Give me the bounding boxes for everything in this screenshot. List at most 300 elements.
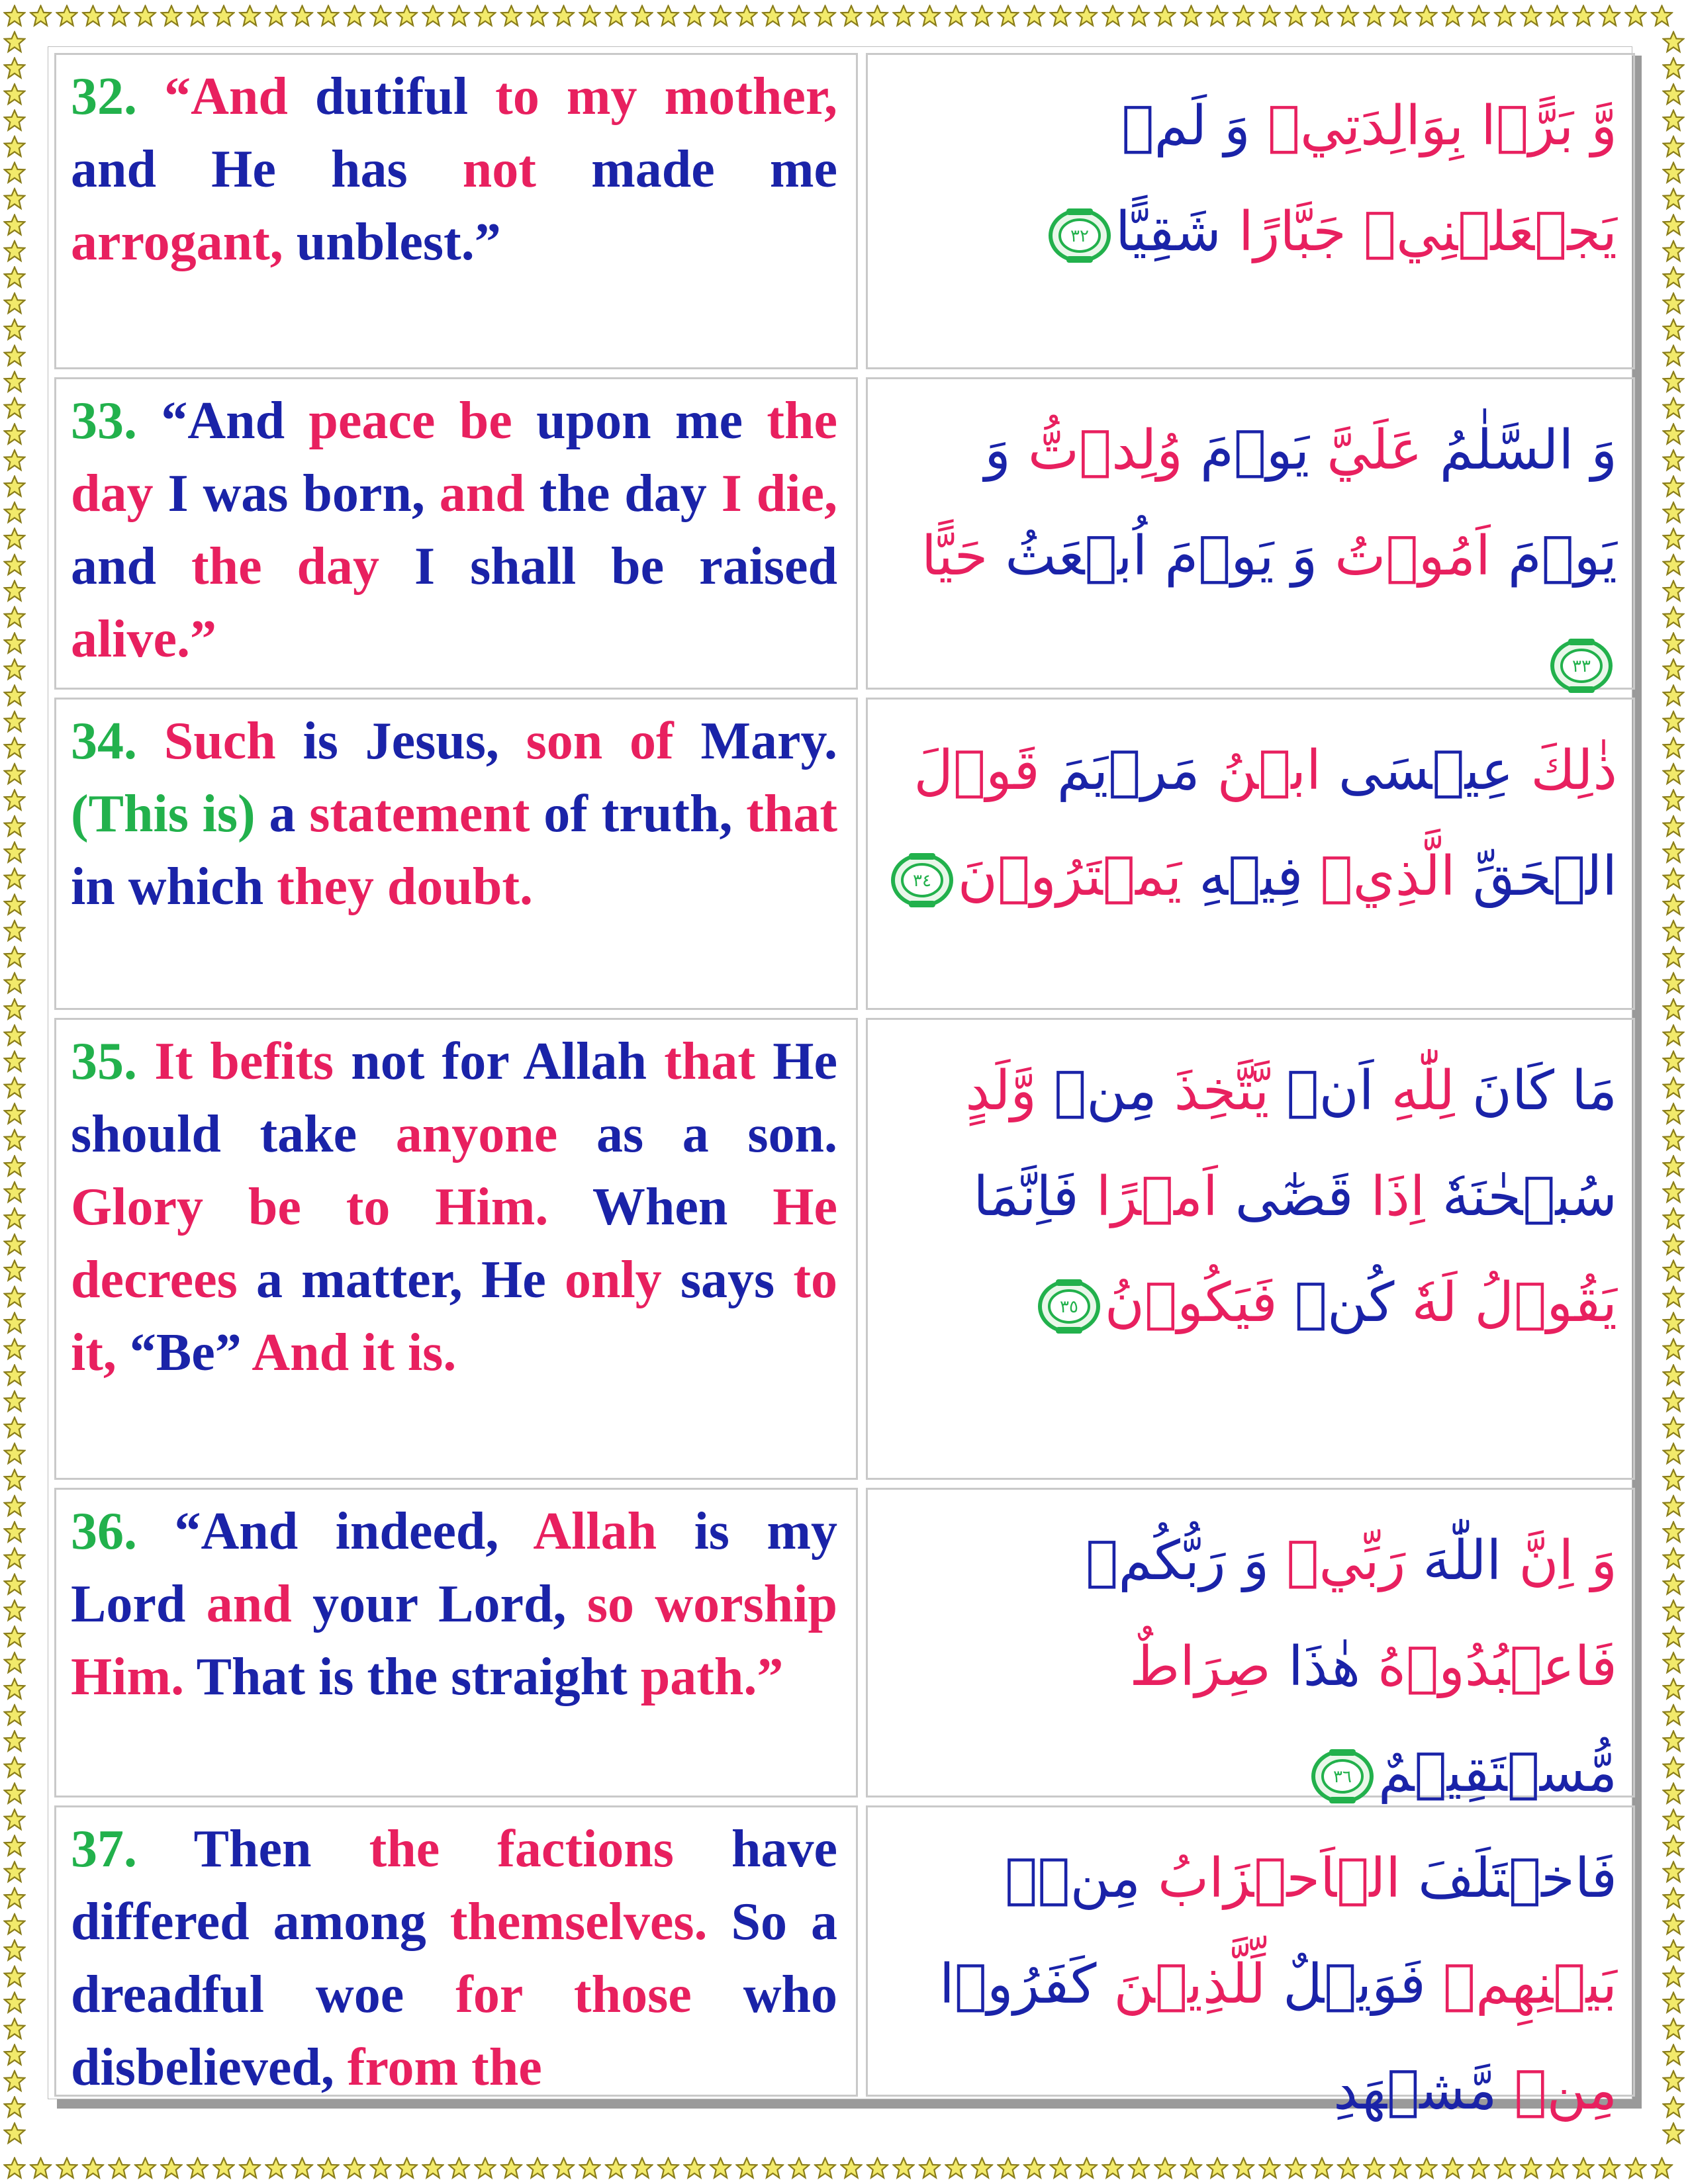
border-star-icon (1664, 1391, 1684, 1411)
border-star-icon (1521, 6, 1542, 26)
border-star-icon (1664, 1653, 1684, 1672)
border-star-icon (5, 581, 25, 601)
english-phrase: made me (591, 140, 837, 199)
border-star-icon (5, 241, 25, 261)
border-star-icon (5, 1757, 25, 1777)
arabic-text (866, 698, 1635, 1010)
border-star-icon (1664, 1731, 1684, 1751)
english-phrase: have differed among (71, 1820, 838, 1951)
border-star-icon (187, 6, 208, 26)
arabic-phrase: مَا كَانَ (1454, 1060, 1617, 1122)
border-star-icon (1664, 633, 1684, 653)
border-star-icon (1652, 6, 1672, 26)
border-star-icon (1051, 6, 1071, 26)
ayah-end-marker-icon (1311, 1748, 1374, 1805)
border-star-icon (5, 1836, 25, 1856)
border-star-icon (5, 6, 25, 26)
border-star-icon (553, 2158, 574, 2178)
english-phrase: upon me (536, 392, 767, 450)
border-star-icon (5, 1522, 25, 1542)
border-star-icon (1599, 6, 1620, 26)
border-star-icon (292, 6, 312, 26)
english-phrase: (This is) (71, 785, 269, 843)
border-star-icon (5, 32, 25, 52)
border-star-icon (5, 1234, 25, 1254)
arabic-text (866, 1805, 1635, 2122)
border-star-icon (344, 6, 365, 26)
border-star-icon (1664, 345, 1684, 365)
border-star-icon (1664, 1914, 1684, 1934)
border-star-icon (972, 6, 992, 26)
border-star-icon (1469, 6, 1489, 26)
border-star-icon (763, 2158, 783, 2178)
english-phrase: the day (539, 465, 722, 523)
arabic-phrase: وَ لَمۡ (1121, 95, 1250, 158)
border-star-icon (5, 84, 25, 104)
english-phrase: path.” (640, 1648, 784, 1706)
border-star-icon (344, 2158, 365, 2178)
border-star-icon (318, 6, 339, 26)
border-star-icon (5, 686, 25, 705)
arabic-phrase: يَّتَّخِذَ (1156, 1060, 1270, 1122)
border-star-icon (1664, 1966, 1684, 1986)
border-star-icon (5, 1261, 25, 1281)
arabic-phrase: رَبِّيۡ (1269, 1529, 1406, 1592)
verse-number: 32. (71, 68, 165, 126)
border-star-icon (1390, 2158, 1411, 2178)
verse-number: 35. (71, 1032, 155, 1091)
ayah-end-marker-icon (1550, 637, 1613, 694)
border-star-icon (867, 2158, 888, 2178)
english-phrase: so worship Him. (71, 1575, 838, 1706)
border-star-icon (1664, 241, 1684, 261)
english-translation (54, 1488, 858, 1797)
english-phrase: is Jesus, (303, 712, 526, 770)
border-star-icon (5, 2097, 25, 2117)
border-star-icon (1664, 1940, 1684, 1960)
arabic-phrase: مِنۡ (1037, 1060, 1157, 1122)
border-star-icon (371, 6, 391, 26)
english-phrase: to it, (71, 1251, 838, 1382)
border-star-icon (449, 6, 469, 26)
english-phrase: That is the straight (196, 1648, 641, 1706)
english-phrase: who disbelieved, (71, 1966, 837, 2097)
english-phrase: peace be (308, 392, 537, 450)
border-star-icon (109, 6, 130, 26)
border-star-icon (1664, 764, 1684, 784)
border-star-icon (1664, 320, 1684, 340)
border-star-icon (1390, 6, 1411, 26)
border-star-icon (1664, 659, 1684, 679)
border-star-icon (5, 1940, 25, 1960)
border-star-icon (1286, 6, 1306, 26)
english-phrase: statement (309, 785, 544, 843)
border-star-icon (1664, 1104, 1684, 1124)
arabic-phrase: فِيۡهِ (1182, 845, 1303, 908)
arabic-phrase: بَيۡنِهِمۡ (1425, 1953, 1617, 2016)
english-phrase: He decrees (71, 1178, 838, 1309)
border-star-icon (5, 633, 25, 653)
border-star-icon (5, 868, 25, 888)
border-star-icon (5, 163, 25, 183)
arabic-phrase: لِلّٰهِ (1374, 1060, 1455, 1122)
arabic-phrase: مَرۡيَمَ (1039, 739, 1200, 802)
border-star-icon (1664, 1705, 1684, 1725)
border-star-icon (135, 6, 156, 26)
arabic-phrase: فَاعۡبُدُوۡهُ (1360, 1635, 1617, 1698)
border-star-icon (83, 6, 103, 26)
border-star-icon (501, 6, 522, 26)
border-star-icon (972, 2158, 992, 2178)
border-star-icon (5, 267, 25, 287)
border-star-icon (528, 6, 548, 26)
border-star-icon (5, 790, 25, 810)
border-star-icon (1599, 2158, 1620, 2178)
border-star-icon (5, 555, 25, 574)
border-star-icon (1664, 2019, 1684, 2038)
border-star-icon (1664, 1836, 1684, 1856)
border-star-icon (5, 1914, 25, 1934)
border-star-icon (1207, 2158, 1228, 2178)
border-star-icon (737, 2158, 757, 2178)
border-star-icon (30, 2158, 51, 2178)
border-star-icon (1664, 372, 1684, 392)
border-star-icon (5, 1731, 25, 1751)
border-star-icon (737, 6, 757, 26)
arabic-text (866, 1488, 1635, 1804)
border-star-icon (632, 6, 653, 26)
border-star-icon (528, 2158, 548, 2178)
border-star-icon (789, 6, 810, 26)
arabic-phrase: اِذَا (1353, 1165, 1425, 1228)
english-phrase: dutiful (314, 68, 496, 126)
border-star-icon (5, 1966, 25, 1986)
border-star-icon (5, 320, 25, 340)
border-star-icon (5, 1130, 25, 1150)
border-star-icon (30, 6, 51, 26)
arabic-phrase: كُنۡ (1277, 1271, 1395, 1334)
english-phrase: Allah (533, 1502, 694, 1561)
border-star-icon (5, 1182, 25, 1202)
border-star-icon (1664, 1600, 1684, 1620)
border-star-icon (1664, 2071, 1684, 2091)
arabic-phrase: وَ السَّلٰمُ (1422, 419, 1617, 482)
border-star-icon (57, 6, 77, 26)
english-phrase: is my Lord (71, 1502, 838, 1633)
border-star-icon (1664, 1522, 1684, 1542)
border-star-icon (1664, 842, 1684, 862)
english-phrase: the day (191, 537, 415, 596)
border-star-icon (1260, 2158, 1280, 2178)
border-star-icon (1664, 1365, 1684, 1385)
border-star-icon (5, 1496, 25, 1516)
border-star-icon (841, 2158, 862, 2178)
border-star-icon (1664, 58, 1684, 78)
arabic-phrase: الۡحَقِّ (1455, 845, 1617, 908)
border-star-icon (1664, 1470, 1684, 1490)
border-star-icon (5, 345, 25, 365)
border-star-icon (1664, 1130, 1684, 1150)
border-star-icon (919, 2158, 940, 2178)
border-star-icon (5, 58, 25, 78)
arabic-phrase: اَمُوۡتُ (1317, 525, 1491, 588)
border-star-icon (5, 1548, 25, 1568)
border-star-icon (5, 1208, 25, 1228)
border-star-icon (5, 1156, 25, 1176)
border-star-icon (1664, 502, 1684, 522)
border-star-icon (815, 6, 835, 26)
border-star-icon (1469, 2158, 1489, 2178)
english-phrase: “And (161, 392, 309, 450)
arabic-phrase: مَّشۡهَدِ (1333, 2059, 1497, 2122)
verse-table (54, 53, 1635, 2122)
arabic-phrase: يَمۡتَرُوۡنَ (957, 845, 1182, 908)
border-star-icon (1664, 477, 1684, 496)
border-star-icon (214, 2158, 234, 2178)
border-star-icon (946, 2158, 966, 2178)
border-star-icon (1664, 1234, 1684, 1254)
border-star-icon (1626, 2158, 1646, 2178)
border-star-icon (5, 450, 25, 470)
border-star-icon (1664, 1993, 1684, 2013)
border-star-icon (1664, 1287, 1684, 1306)
border-star-icon (5, 607, 25, 627)
border-star-icon (5, 1052, 25, 1071)
arabic-phrase: صِرَاطٌ (1129, 1635, 1271, 1698)
arabic-phrase: شَقِيًّا (1115, 201, 1221, 263)
arabic-phrase: عَلَيَّ (1309, 419, 1423, 482)
border-star-icon (1364, 2158, 1385, 2178)
border-star-icon (1664, 1496, 1684, 1516)
border-star-icon (1181, 2158, 1201, 2178)
border-star-icon (1233, 2158, 1254, 2178)
english-phrase: to (495, 68, 567, 126)
border-star-icon (1664, 555, 1684, 574)
border-star-icon (1652, 2158, 1672, 2178)
english-phrase: Such (164, 712, 303, 770)
ayah-number: ٣٥ (1059, 1297, 1078, 1317)
border-star-icon (5, 1077, 25, 1097)
border-star-icon (1664, 738, 1684, 758)
arabic-phrase: قَوۡلَ (914, 739, 1040, 802)
english-phrase: themselves. (449, 1893, 731, 1951)
arabic-phrase: لَهٗ (1394, 1271, 1458, 1334)
border-star-icon (1024, 2158, 1045, 2178)
border-star-icon (1664, 267, 1684, 287)
english-phrase: Glory be to Him. (71, 1178, 592, 1236)
arabic-phrase: قَضٰٓى (1217, 1165, 1354, 1228)
english-phrase: and (439, 465, 539, 523)
border-star-icon (1442, 2158, 1463, 2178)
border-star-icon (1664, 398, 1684, 418)
arabic-phrase: وُلِدۡتُّ (1010, 419, 1183, 482)
border-star-icon (710, 6, 731, 26)
border-star-icon (5, 973, 25, 993)
border-star-icon (1664, 1052, 1684, 1071)
verse-row (54, 53, 1635, 369)
border-star-icon (135, 2158, 156, 2178)
border-star-icon (1664, 1888, 1684, 1908)
arabic-phrase: ابۡنُ (1199, 739, 1321, 802)
border-star-icon (240, 6, 260, 26)
border-star-icon (1664, 581, 1684, 601)
english-phrase: son of (526, 712, 701, 770)
english-phrase: the day (71, 392, 838, 523)
border-star-icon (5, 502, 25, 522)
verse-row (54, 1805, 1635, 2122)
arabic-phrase: مِنۡۢ (1005, 1847, 1141, 1910)
border-star-icon (5, 1705, 25, 1725)
border-star-icon (1664, 529, 1684, 549)
border-star-icon (5, 1627, 25, 1647)
border-star-icon (580, 6, 600, 26)
arabic-phrase: اُبۡعَثُ (988, 525, 1148, 588)
verse-number: 33. (71, 392, 162, 450)
border-star-icon (1155, 6, 1176, 26)
border-star-icon (1664, 1339, 1684, 1359)
border-star-icon (1547, 2158, 1568, 2178)
border-star-icon (423, 2158, 444, 2178)
verse-row (54, 1018, 1635, 1480)
border-star-icon (998, 6, 1019, 26)
border-star-icon (1076, 2158, 1097, 2178)
border-star-icon (501, 2158, 522, 2178)
border-star-icon (5, 999, 25, 1019)
english-phrase: only (564, 1251, 680, 1309)
english-phrase: “And (164, 68, 315, 126)
border-star-icon (1664, 999, 1684, 1019)
arabic-phrase: الۡاَحۡزَابُ (1140, 1847, 1401, 1910)
border-star-icon (5, 111, 25, 130)
border-star-icon (5, 136, 25, 156)
english-phrase: they doubt. (277, 858, 533, 916)
verse-number: 36. (71, 1502, 175, 1561)
english-phrase: my (566, 68, 665, 126)
border-star-icon (397, 6, 417, 26)
english-phrase: and (71, 537, 191, 596)
border-star-icon (1664, 816, 1684, 836)
english-phrase: of truth, (543, 785, 747, 843)
english-phrase: a (269, 785, 310, 843)
border-star-icon (580, 2158, 600, 2178)
border-star-icon (1312, 6, 1333, 26)
border-star-icon (1664, 424, 1684, 444)
border-star-icon (475, 2158, 496, 2178)
ayah-end-marker-icon (1037, 1278, 1101, 1335)
english-phrase: Mary. (700, 712, 838, 770)
english-translation (54, 53, 858, 369)
english-phrase: your Lord, (312, 1575, 587, 1633)
border-star-icon (1076, 6, 1097, 26)
border-star-icon (1626, 6, 1646, 26)
border-star-icon (5, 2071, 25, 2091)
border-star-icon (894, 6, 914, 26)
english-phrase: a matter, He (256, 1251, 565, 1309)
arabic-phrase: ذٰلِكَ (1513, 739, 1617, 802)
english-phrase: So a dreadful woe (71, 1893, 837, 2024)
english-phrase: and He has (71, 140, 463, 199)
border-star-icon (1547, 6, 1568, 26)
border-star-icon (1664, 1025, 1684, 1045)
border-star-icon (1417, 6, 1437, 26)
arabic-phrase: لِّلَّذِيۡنَ (1096, 1953, 1266, 2016)
border-star-icon (5, 1365, 25, 1385)
border-star-icon (240, 2158, 260, 2178)
border-star-icon (5, 1993, 25, 2013)
arabic-phrase: كَفَرُوۡا (939, 1953, 1097, 2016)
arabic-text (866, 377, 1635, 690)
border-star-icon (1664, 450, 1684, 470)
border-star-icon (1260, 6, 1280, 26)
border-star-icon (1664, 1574, 1684, 1594)
verse-number: 37. (71, 1820, 194, 1878)
border-star-icon (5, 2158, 25, 2178)
border-star-icon (763, 6, 783, 26)
english-phrase: alive.” (71, 610, 216, 668)
border-star-icon (5, 1339, 25, 1359)
border-star-icon (998, 2158, 1019, 2178)
border-star-icon (919, 6, 940, 26)
border-star-icon (553, 6, 574, 26)
english-phrase: that (664, 1032, 773, 1091)
english-phrase: for those (455, 1966, 743, 2024)
border-star-icon (5, 659, 25, 679)
border-star-icon (1664, 947, 1684, 967)
ayah-number: ٣٢ (1070, 226, 1089, 246)
border-star-icon (1664, 1208, 1684, 1228)
ayah-number: ٣٦ (1333, 1766, 1352, 1787)
border-star-icon (1338, 2158, 1358, 2178)
english-phrase: in which (71, 858, 277, 916)
border-star-icon (1664, 1261, 1684, 1281)
border-star-icon (5, 711, 25, 731)
english-phrase: Then (193, 1820, 369, 1878)
english-phrase: anyone (395, 1105, 596, 1163)
border-star-icon (841, 6, 862, 26)
border-star-icon (946, 6, 966, 26)
border-star-icon (5, 1862, 25, 1882)
border-star-icon (1664, 711, 1684, 731)
border-star-icon (1181, 6, 1201, 26)
english-phrase: And it is. (252, 1324, 457, 1382)
ayah-end-marker-icon (890, 852, 954, 909)
border-star-icon (292, 2158, 312, 2178)
border-star-icon (1664, 1077, 1684, 1097)
border-star-icon (1103, 6, 1123, 26)
english-phrase: “Be” (129, 1324, 252, 1382)
border-star-icon (1417, 2158, 1437, 2178)
arabic-phrase: يَوۡمَ (1182, 419, 1310, 482)
border-star-icon (5, 764, 25, 784)
border-star-icon (1664, 32, 1684, 52)
arabic-phrase: اَمۡرًا (1078, 1165, 1218, 1228)
arabic-phrase: فَاِنَّمَا (973, 1165, 1079, 1228)
border-star-icon (371, 2158, 391, 2178)
english-phrase: from the (347, 2038, 542, 2097)
ayah-end-marker-icon (1048, 207, 1111, 264)
english-phrase: He should take (71, 1032, 838, 1163)
english-phrase: I was born, (167, 465, 440, 523)
border-star-icon (1664, 1862, 1684, 1882)
english-phrase: and (206, 1575, 313, 1633)
border-star-icon (1664, 163, 1684, 183)
english-phrase: arrogant, (71, 213, 297, 271)
border-star-icon (187, 2158, 208, 2178)
border-star-icon (475, 6, 496, 26)
english-phrase: not for Allah (351, 1032, 665, 1091)
border-star-icon (1495, 2158, 1515, 2178)
english-translation (54, 698, 858, 1010)
